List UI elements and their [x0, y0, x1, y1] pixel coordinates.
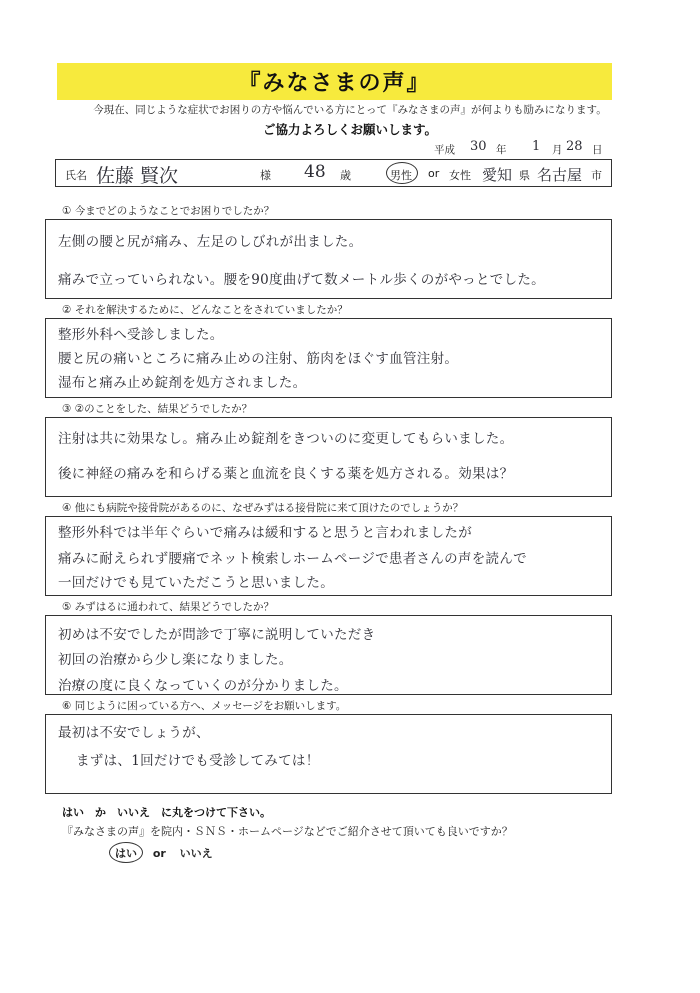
no-option[interactable]: いいえ: [179, 847, 213, 860]
answer-line: 痛みに耐えられず腰痛でネット検索しホームページで患者さんの声を読んで: [58, 551, 527, 567]
question-2-label: ② それを解決するために、どんなことをされていましたか？: [62, 304, 348, 316]
city-value: 名古屋: [537, 166, 583, 184]
answer-line: 湿布と痛み止め錠剤を処方されました。: [58, 375, 307, 391]
answer-3-box: [45, 417, 612, 497]
answer-2-box: [45, 318, 612, 398]
intro-text: 今現在、同じような症状でお困りの方や悩んでいる方にとって『みなさまの声』が何よりも励みになります。: [93, 104, 607, 116]
page-title: 『みなさまの声』: [57, 63, 612, 100]
answer-line: 一回だけでも見ていただこうと思いました。: [58, 575, 334, 591]
honorific-label: 様: [260, 169, 271, 182]
era-label: 平成: [434, 144, 455, 156]
answer-line: 注射は共に効果なし。痛み止め錠剤をきついのに変更してもらいました。: [58, 431, 514, 447]
answer-6-box: [45, 714, 612, 794]
consent-choice-row: [115, 845, 213, 861]
answer-line: 整形外科へ受診しました。: [58, 327, 224, 343]
year-label: 年: [496, 144, 507, 156]
answer-line: 左側の腰と尻が痛み、左足のしびれが出ました。: [58, 234, 363, 250]
month-label: 月: [552, 144, 563, 156]
day-value: 28: [566, 139, 583, 154]
request-text: ご協力よろしくお願いします。: [262, 122, 437, 137]
answer-5-box: [45, 615, 612, 695]
question-4-label: ④ 他にも病院や接骨院があるのに、なぜみずはる接骨院に来て頂けたのでしょうか？: [62, 502, 464, 514]
prefecture-label: 県: [519, 169, 530, 182]
answer-line: 初めは不安でしたが問診で丁寧に説明していただき: [58, 627, 376, 643]
name-label: 氏名: [65, 169, 87, 182]
yes-option[interactable]: はい: [115, 847, 137, 860]
answer-line: 後に神経の痛みを和らげる薬と血流を良くする薬を処方される。効果は？: [58, 466, 514, 482]
age-value: 48: [304, 162, 326, 182]
prefecture-value: 愛知: [482, 166, 513, 184]
answer-4-box: [45, 516, 612, 596]
month-value: 1: [532, 139, 541, 154]
date-row: [434, 139, 634, 159]
answer-line: 腰と尻の痛いところに痛み止めの注射、筋肉をほぐす血管注射。: [58, 351, 459, 367]
age-label: 歳: [340, 169, 351, 182]
question-6-label: ⑥ 同じように困っている方へ、メッセージをお願いします。: [62, 700, 347, 712]
answer-line: 痛みで立っていられない。腰を90度曲げて数メートル歩くのがやっとでした。: [58, 272, 545, 288]
question-1-label: ① 今までどのようなことでお困りでしたか？: [62, 205, 275, 217]
name-value: 佐藤 賢次: [96, 165, 179, 187]
city-label: 市: [591, 169, 602, 182]
answer-line: 整形外科では半年ぐらいで痛みは緩和すると思うと言われましたが: [58, 525, 472, 541]
question-3-label: ③ ②のことをした、結果どうでしたか？: [62, 403, 253, 415]
female-label: 女性: [449, 169, 471, 182]
year-value: 30: [470, 139, 487, 154]
answer-line: 治療の度に良くなっていくのが分かりました。: [58, 678, 348, 694]
answer-1-box: [45, 219, 612, 299]
yes-circle-mark: [109, 842, 143, 863]
consent-question: 『みなさまの声』を院内・ＳＮＳ・ホームページなどでご紹介させて頂いても良いですか？: [62, 825, 513, 838]
customer-info-box: [55, 159, 612, 187]
or-label: or: [152, 847, 166, 860]
question-5-label: ⑤ みずはるに通われて、結果どうでしたか？: [62, 601, 275, 613]
answer-line: 最初は不安でしょうが、: [58, 725, 210, 741]
circle-instruction: はい か いいえ に丸をつけて下さい。: [62, 806, 271, 819]
answer-line: 初回の治療から少し楽になりました。: [58, 652, 293, 668]
or-label: or: [428, 167, 440, 180]
day-label: 日: [592, 144, 603, 156]
answer-line: まずは、1回だけでも受診してみては！: [76, 753, 320, 769]
male-label: 男性: [390, 169, 412, 182]
